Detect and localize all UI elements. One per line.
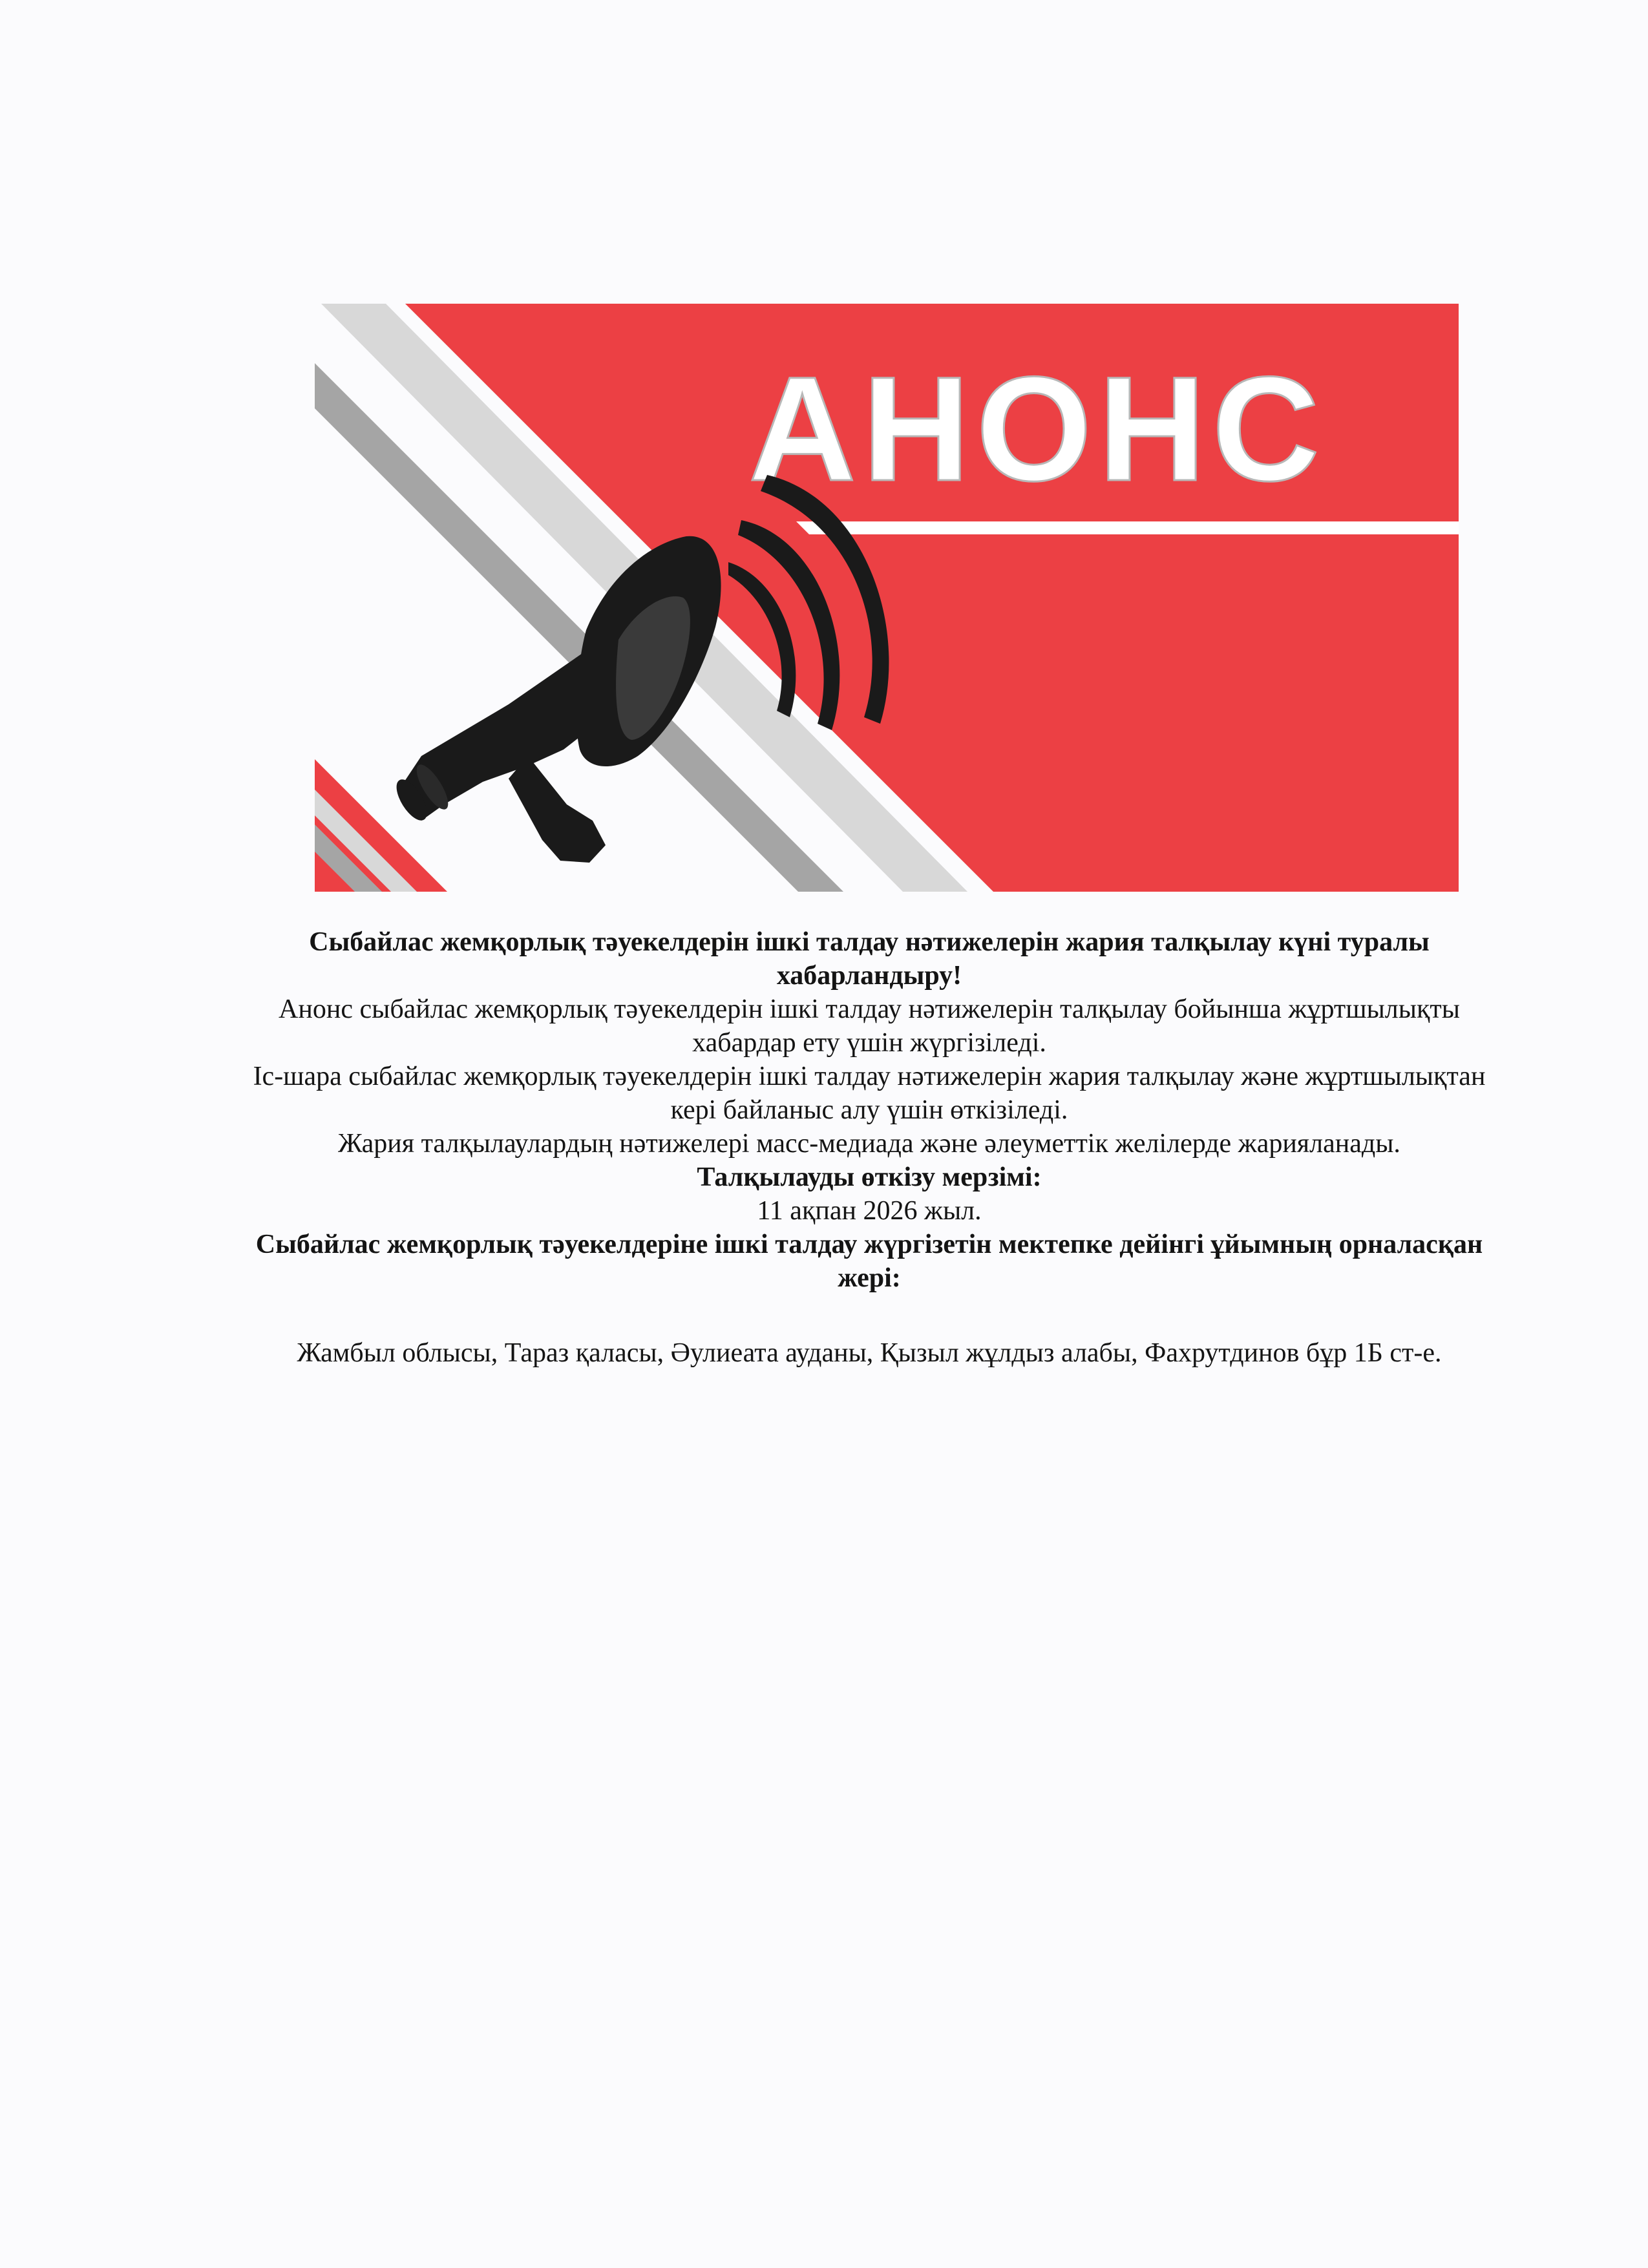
announcement-paragraph-1: Анонс сыбайлас жемқорлық тәуекелдерін ішкі талдау нәтижелерін талқылау бойынша жұртшылықты хабардар ету үшін жүргізіледі. [279,994,1460,1058]
banner-graphic [315,304,1459,892]
announcement-banner [315,304,1459,892]
announcement-paragraph-2: Іс-шара сыбайлас жемқорлық тәуекелдерін ішкі талдау нәтижелерін жария талқылау және жұртшылықтан кері байланыс алу үшін өткізіледі. [253,1062,1486,1125]
location-value: Жамбыл облысы, Тараз қаласы, Әулиеата ауданы, Қызыл жұлдыз алабы, Фахрутдинов бұр 1Б ст-е. [297,1338,1442,1368]
location-label: Сыбайлас жемқорлық тәуекелдеріне ішкі талдау жүргізетін мектепке дейінгі ұйымның орналасқан жері: [255,1230,1483,1293]
banner-title: АНОНС [748,346,1326,512]
banner-underline [796,521,1459,534]
discussion-date-label: Талқылауды өткізу мерзімі: [697,1162,1042,1192]
discussion-date-value: 11 ақпан 2026 жыл. [757,1196,982,1226]
announcement-heading: Сыбайлас жемқорлық тәуекелдерін ішкі талдау нәтижелерін жария талқылау күні туралы хабарландыру! [309,927,1430,991]
announcement-paragraph-3: Жария талқылаулардың нәтижелері масс-медиада және әлеуметтік желілерде жарияланады. [338,1129,1400,1159]
announcement-text [233,925,1506,1370]
